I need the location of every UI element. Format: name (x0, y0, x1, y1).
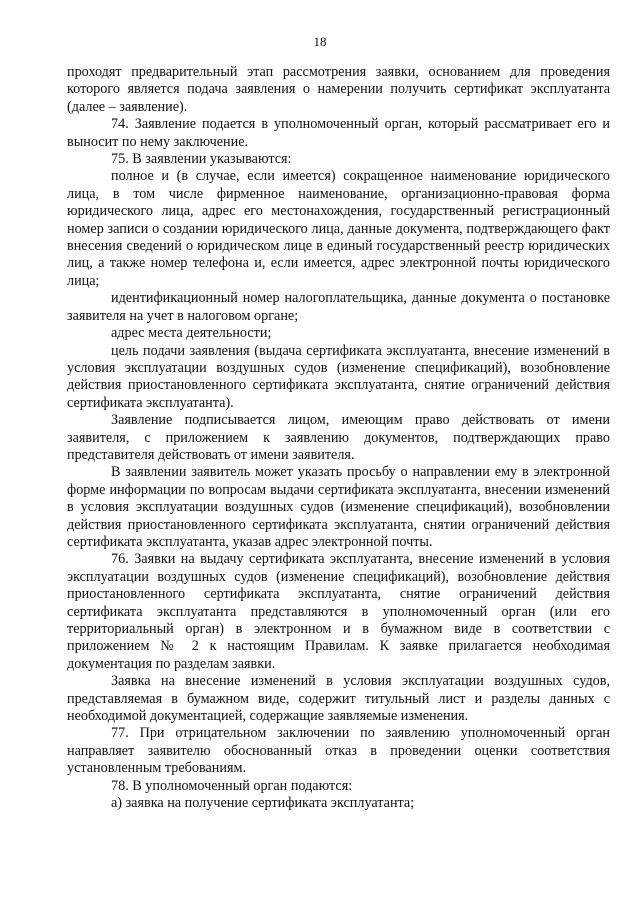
paragraph-electronic-request: В заявлении заявитель может указать просьбу о направлении ему в электронной форме информации по вопросам выдачи сертификата эксплуатанта, внесении изменений в условия эксплуатации воздушных судов (изменение спецификаций), возобновлении действия приостановленного сертификата эксплуатанта, снятии ограничений действия сертификата эксплуатанта, указав адрес электронной почты. (67, 464, 610, 550)
paragraph-75-address: адрес места деятельности; (111, 325, 272, 342)
paragraph-signature: Заявление подписывается лицом, имеющим право действовать от имени заявителя, с приложением к заявлению документов, подтверждающих право представителя действовать от имени заявителя. (67, 412, 610, 463)
paragraph-77: 77. При отрицательном заключении по заявлению уполномоченный орган направляет заявителю обоснованный отказ в проведении оценки соответствия установленным требованиям. (67, 725, 610, 777)
paragraph-continuation: проходят предварительный этап рассмотрения заявки, основанием для проведения которого является подача заявления о намерении получить сертификат эксплуатанта (далее – заявление). (67, 64, 610, 115)
document-body (67, 64, 610, 812)
paragraph-74: 74. Заявление подается в уполномоченный орган, который рассматривает его и выносит по нему заключение. (67, 116, 610, 150)
paragraph-76: 76. Заявки на выдачу сертификата эксплуатанта, внесение изменений в условия эксплуатации воздушных судов (изменение спецификаций), возобновление действия приостановленного сертификата эксплуатанта, снятие ограничений действия сертификата эксплуатанта представляются в уполномоченный орган (или его территориальный орган) в электронном и в бумажном виде в соответствии с приложением № 2 к настоящим Правилам. К заявке прилагается необходимая документация по разделам заявки. (67, 551, 610, 672)
page-number: 18 (313, 34, 327, 49)
paragraph-75-name: полное и (в случае, если имеется) сокращенное наименование юридического лица, в том числе фирменное наименование, организационно-правовая форма юридического лица, адрес его местонахождения, государственный регистрационный номер записи о создании юридического лица, данные документа, подтверждающего факт внесения сведений о юридическом лице в единый государственный реестр юридических лиц, а также номер телефона и, если имеется, адрес электронной почты юридического лица; (67, 168, 610, 289)
paragraph-76-paper: Заявка на внесение изменений в условия эксплуатации воздушных судов, представляемая в бумажном виде, содержит титульный лист и разделы данных с необходимой документацией, содержащие заявляемые изменения. (67, 673, 610, 725)
paragraph-75: 75. В заявлении указываются: (111, 151, 292, 168)
paragraph-75-inn: идентификационный номер налогоплательщика, данные документа о постановке заявителя на учет в налоговом органе; (67, 290, 610, 324)
paragraph-75-purpose: цель подачи заявления (выдача сертификата эксплуатанта, внесение изменений в условия эксплуатации воздушных судов (изменение спецификаций), возобновление действия приостановленного сертификата эксплуатанта, снятие ограничений действия сертификата эксплуатанта). (67, 342, 610, 411)
paragraph-78: 78. В уполномоченный орган подаются: (111, 777, 353, 794)
paragraph-78-a: а) заявка на получение сертификата эксплуатанта; (111, 795, 415, 812)
